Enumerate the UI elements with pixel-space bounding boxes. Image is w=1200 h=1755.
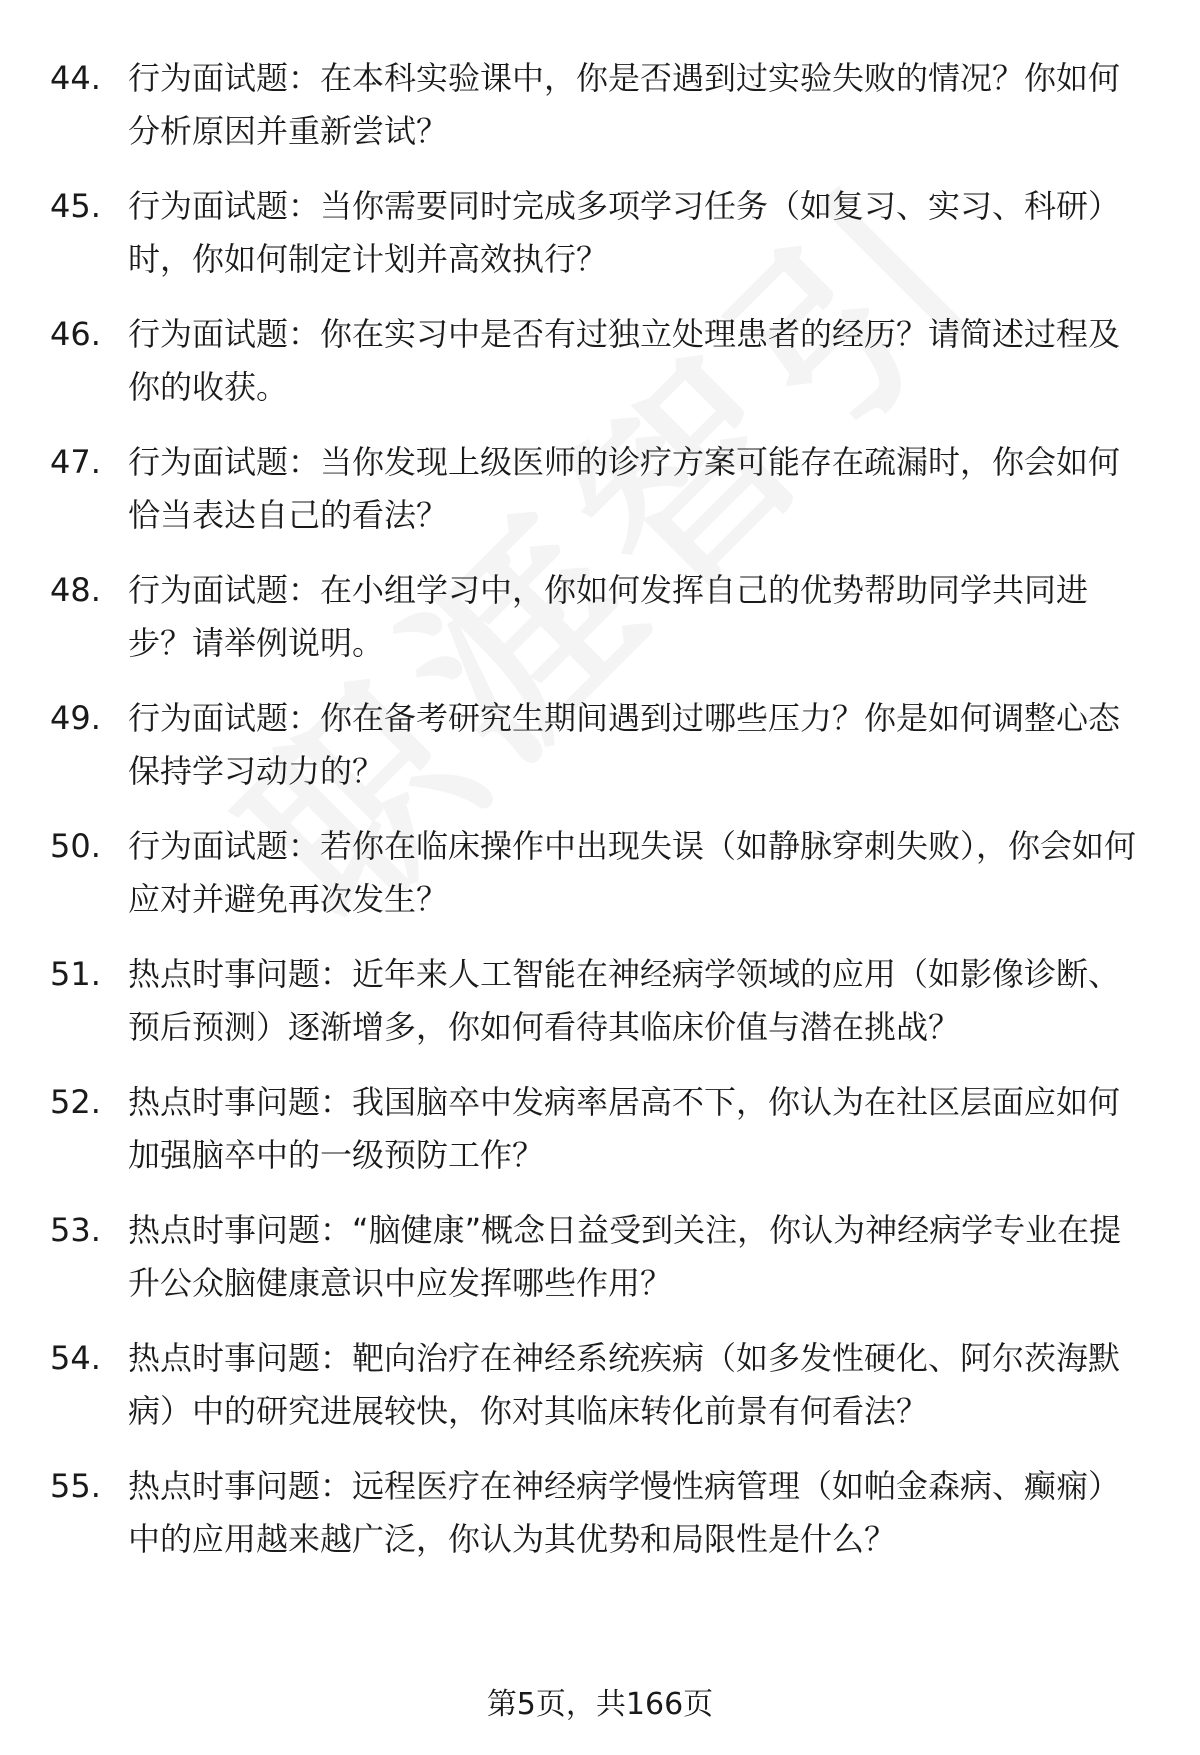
question-text: 行为面试题：在小组学习中，你如何发挥自己的优势帮助同学共同进步？请举例说明。 — [128, 571, 1089, 662]
question-number: 55. — [50, 1467, 101, 1505]
question-number: 54. — [50, 1339, 101, 1377]
question-item — [50, 1204, 1150, 1310]
question-text: 行为面试题：当你需要同时完成多项学习任务（如复习、实习、科研）时，你如何制定计划并高效执行？ — [128, 187, 1121, 278]
page-number-footer: 第5页，共166页 — [486, 1687, 714, 1722]
question-text: 热点时事问题：我国脑卒中发病率居高不下，你认为在社区层面应如何加强脑卒中的一级预防工作？ — [128, 1083, 1121, 1174]
question-number: 48. — [50, 571, 101, 609]
question-item — [50, 1460, 1150, 1566]
question-item — [50, 52, 1150, 158]
question-item — [50, 308, 1150, 414]
question-item — [50, 1076, 1150, 1182]
question-number: 51. — [50, 955, 101, 993]
question-text: 行为面试题：当你发现上级医师的诊疗方案可能存在疏漏时，你会如何恰当表达自己的看法？ — [128, 443, 1121, 534]
question-number: 45. — [50, 187, 101, 225]
question-text: 热点时事问题：靶向治疗在神经系统疾病（如多发性硬化、阿尔茨海默病）中的研究进展较快，你对其临床转化前景有何看法？ — [128, 1339, 1121, 1430]
question-number: 46. — [50, 315, 101, 353]
question-item — [50, 1332, 1150, 1438]
question-item — [50, 436, 1150, 542]
question-number: 49. — [50, 699, 101, 737]
question-number: 50. — [50, 827, 101, 865]
question-item — [50, 820, 1150, 926]
question-text: 热点时事问题：近年来人工智能在神经病学领域的应用（如影像诊断、预后预测）逐渐增多，你如何看待其临床价值与潜在挑战？ — [128, 955, 1121, 1046]
question-text: 热点时事问题：远程医疗在神经病学慢性病管理（如帕金森病、癫痫）中的应用越来越广泛，你认为其优势和局限性是什么？ — [128, 1467, 1121, 1558]
question-number: 44. — [50, 59, 101, 97]
question-text: 行为面试题：若你在临床操作中出现失误（如静脉穿刺失败），你会如何应对并避免再次发生？ — [128, 827, 1137, 918]
question-text: 行为面试题：你在备考研究生期间遇到过哪些压力？你是如何调整心态保持学习动力的？ — [128, 699, 1121, 790]
question-number: 47. — [50, 443, 101, 481]
question-item — [50, 564, 1150, 670]
question-text: 行为面试题：在本科实验课中，你是否遇到过实验失败的情况？你如何分析原因并重新尝试？ — [128, 59, 1121, 150]
question-item — [50, 948, 1150, 1054]
question-number: 53. — [50, 1211, 101, 1249]
question-text: 行为面试题：你在实习中是否有过独立处理患者的经历？请简述过程及你的收获。 — [128, 315, 1121, 406]
question-number: 52. — [50, 1083, 101, 1121]
question-text: 热点时事问题：“脑健康”概念日益受到关注，你认为神经病学专业在提升公众脑健康意识中应发挥哪些作用？ — [128, 1211, 1122, 1302]
question-list — [50, 52, 1150, 1588]
question-item — [50, 692, 1150, 798]
question-item — [50, 180, 1150, 286]
